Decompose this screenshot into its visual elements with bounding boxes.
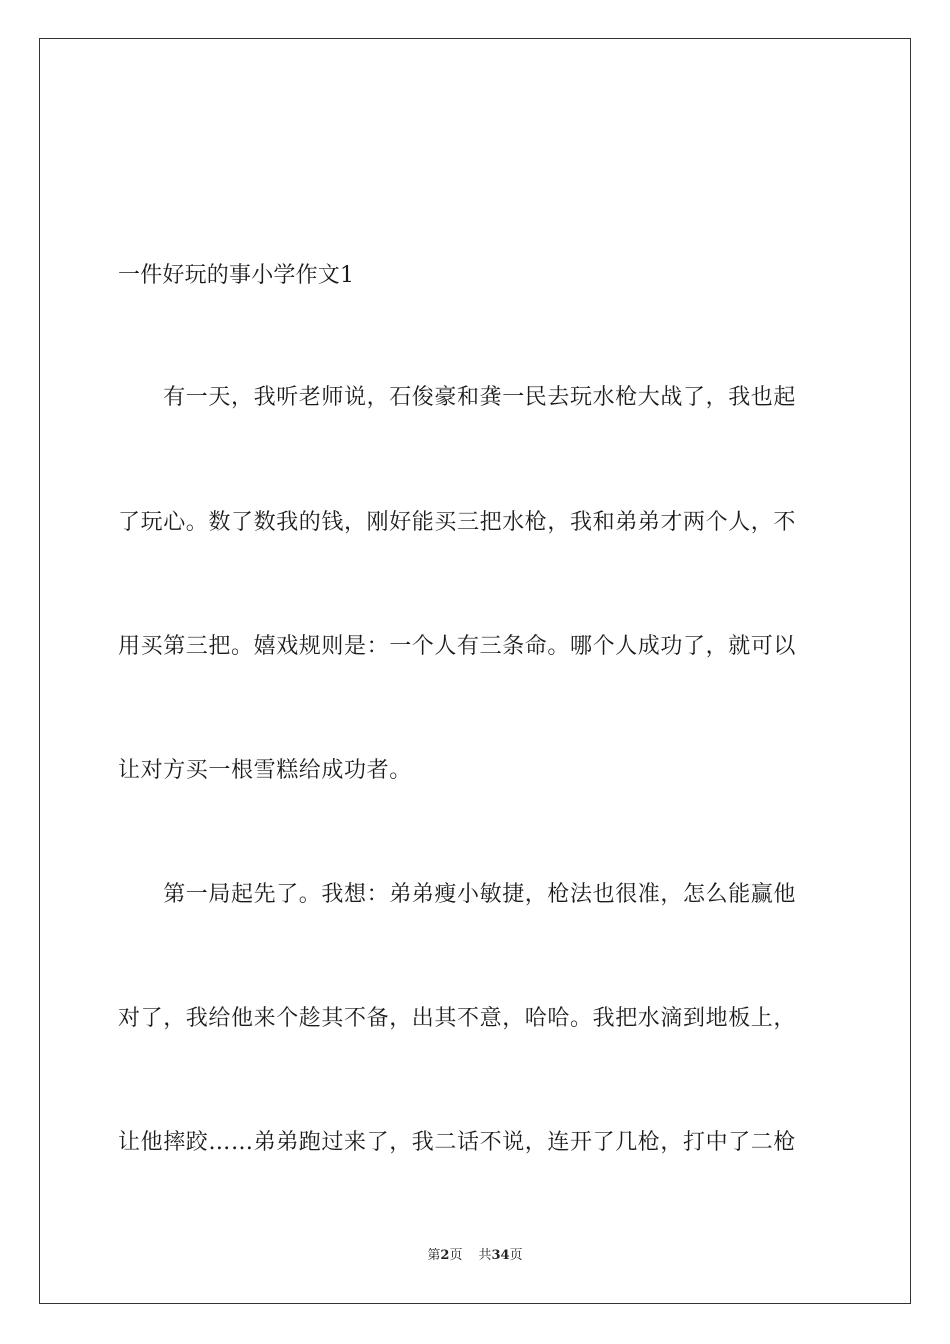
page-border bbox=[39, 38, 911, 1304]
paragraph-line bbox=[118, 880, 838, 910]
paragraph-line: 了玩心。数了数我的钱，刚好能买三把水枪，我和弟弟才两个人，不 bbox=[118, 510, 797, 535]
total-prefix: 共 bbox=[478, 1248, 492, 1263]
paragraph-line: 用买第三把。嬉戏规则是：一个人有三条命。哪个人成功了，就可以 bbox=[118, 634, 797, 659]
paragraph-line bbox=[118, 383, 838, 413]
paragraph-line-text: 有一天，我听老师说，石俊豪和龚一民去玩水枪大战了，我也起 bbox=[163, 385, 797, 410]
page-suffix: 页 bbox=[449, 1248, 463, 1263]
total-pages: 34 bbox=[491, 1248, 510, 1263]
page-prefix: 第 bbox=[427, 1248, 441, 1263]
paragraph-line-text: 第一局起先了。我想：弟弟瘦小敏捷，枪法也很准，怎么能赢他 bbox=[163, 882, 797, 907]
paragraph-line: 对了，我给他来个趁其不备，出其不意，哈哈。我把水滴到地板上， bbox=[118, 1006, 797, 1031]
page-number: 2 bbox=[440, 1248, 450, 1263]
total-suffix: 页 bbox=[509, 1248, 523, 1263]
paragraph-line: 让对方买一根雪糕给成功者。 bbox=[118, 758, 412, 783]
page-footer bbox=[0, 1247, 950, 1265]
paragraph-line: 让他摔跤……弟弟跑过来了，我二话不说，连开了几枪，打中了二枪 bbox=[118, 1130, 797, 1155]
essay-title: 一件好玩的事小学作文1 bbox=[118, 263, 355, 288]
